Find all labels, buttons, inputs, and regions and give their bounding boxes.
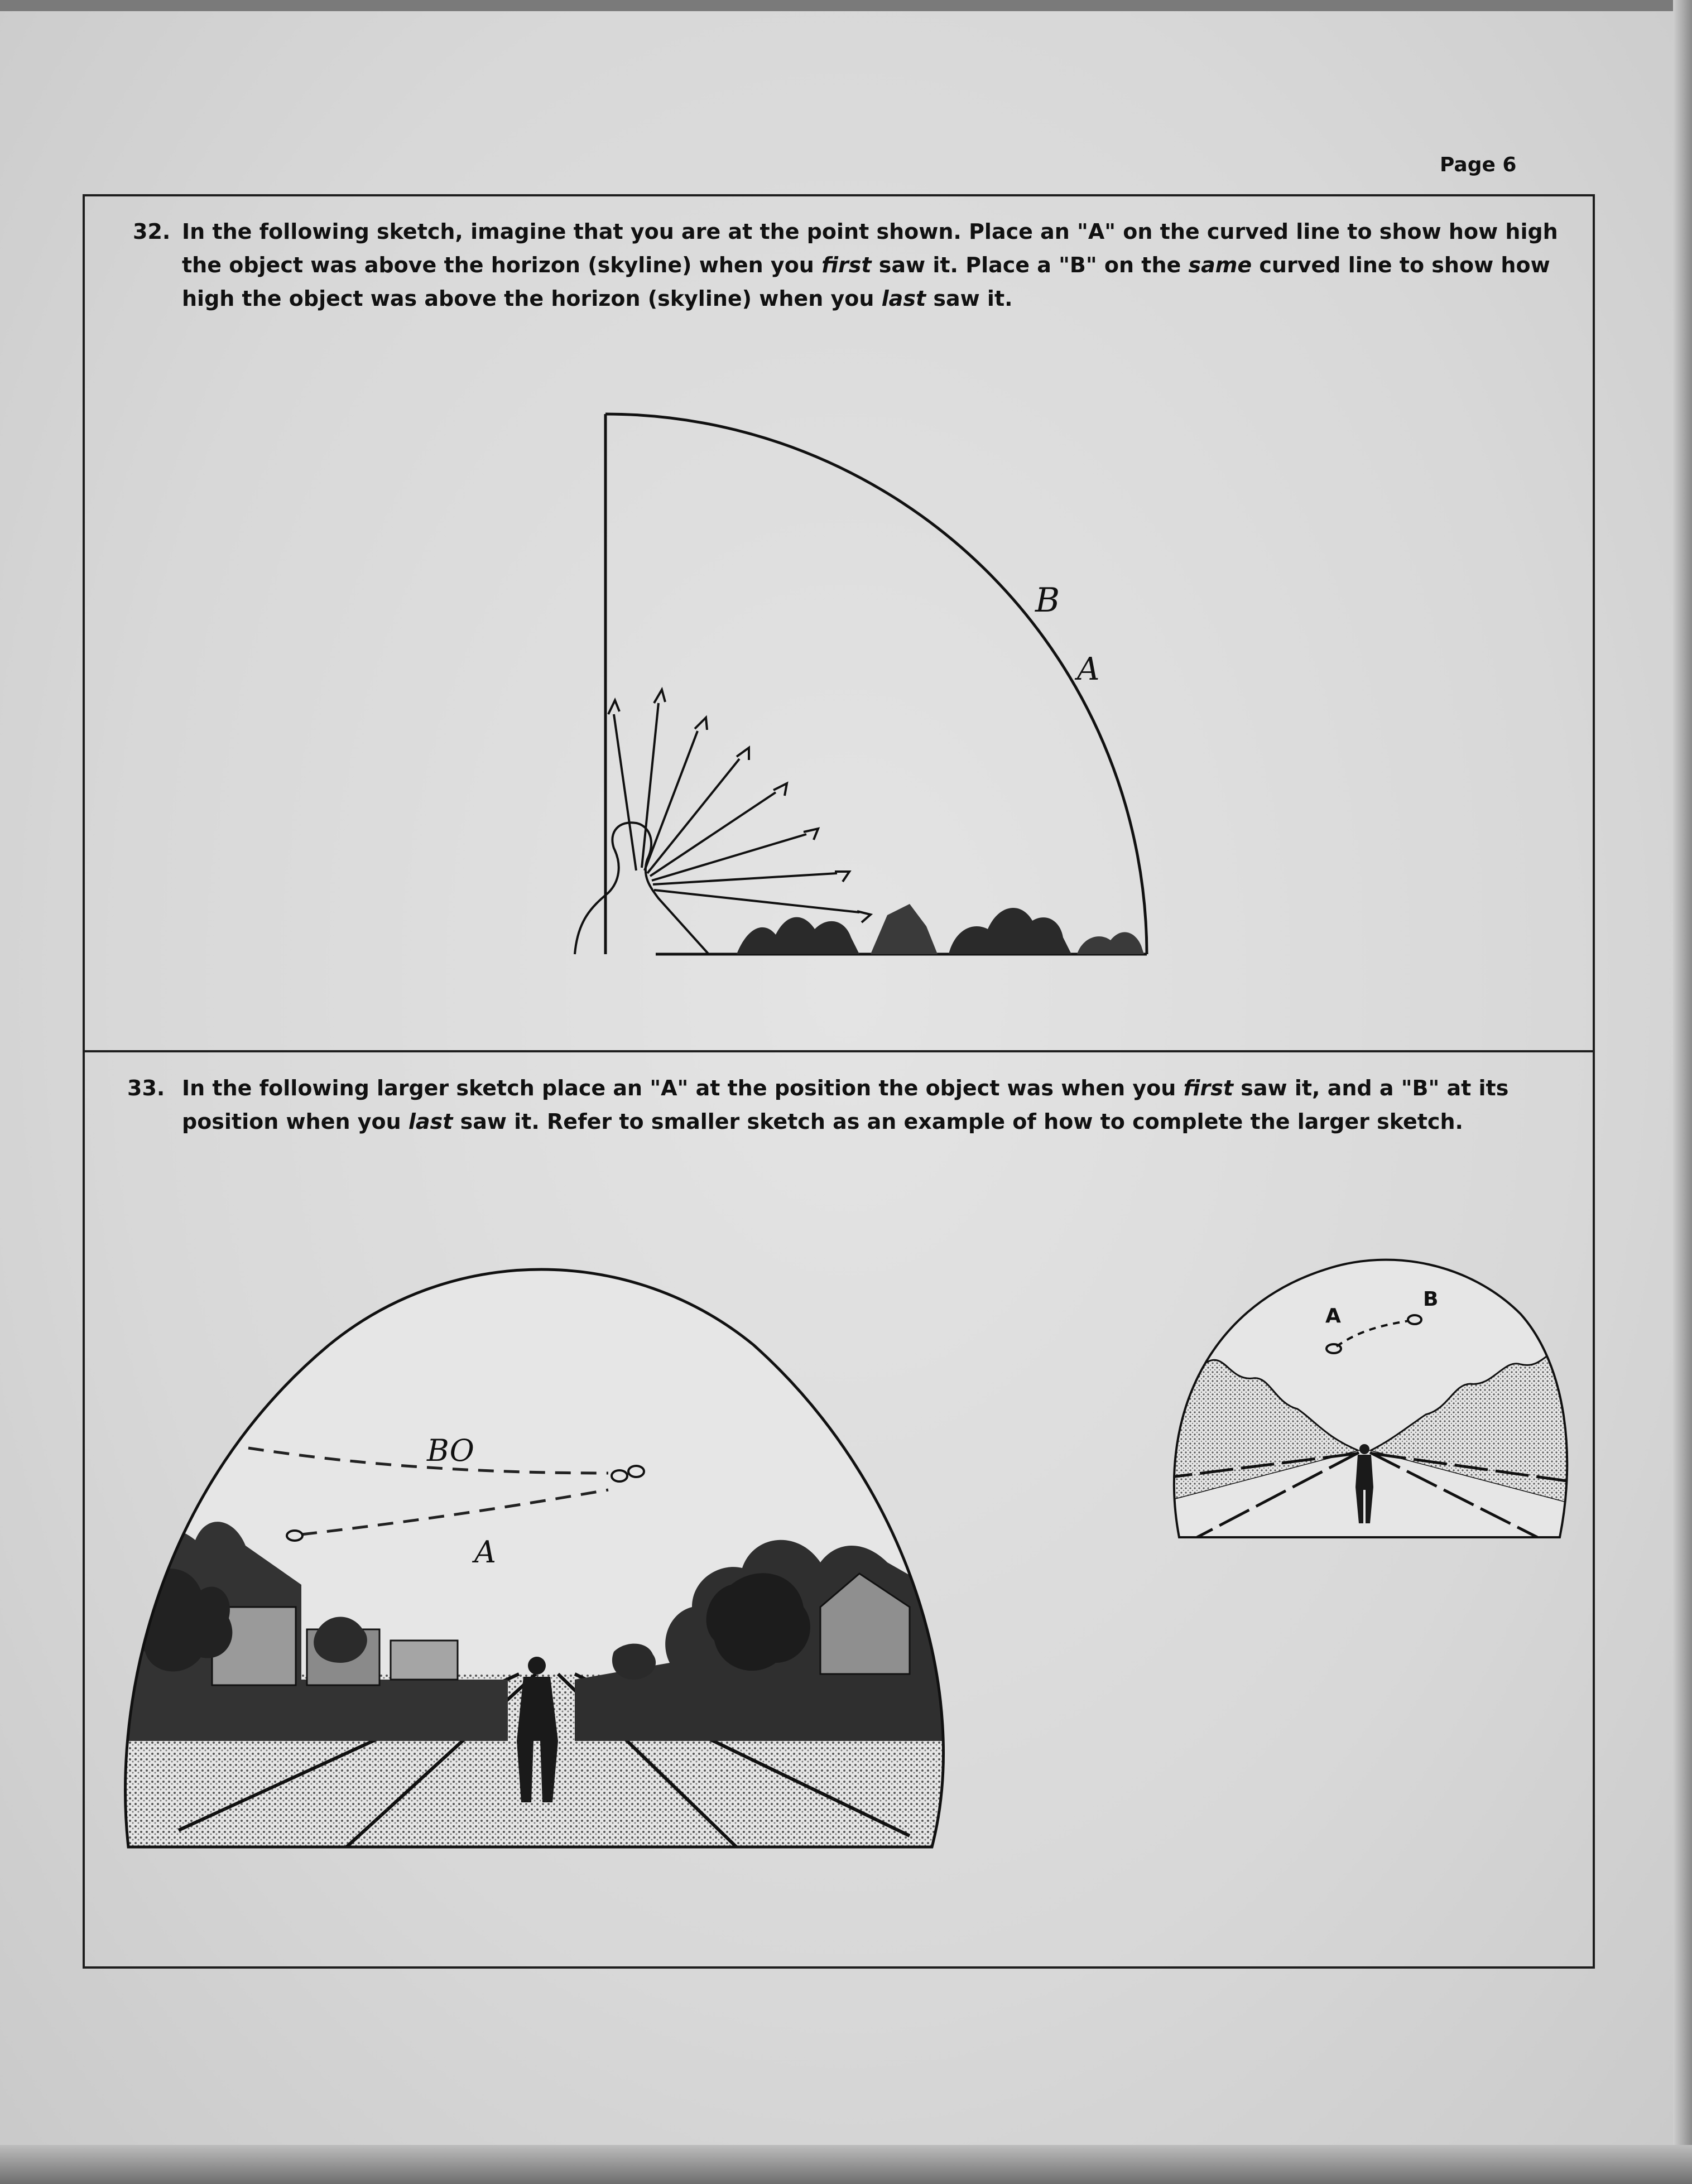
scan-edge-bottom bbox=[0, 2145, 1692, 2184]
example-label-a: A bbox=[1325, 1305, 1341, 1327]
example-label-b: B bbox=[1423, 1288, 1439, 1311]
large-street-dome-sketch bbox=[117, 1250, 965, 1853]
page-number: Page 6 bbox=[1440, 153, 1517, 176]
q32-text-part-4: saw it. bbox=[926, 286, 1013, 311]
quarter-arc-sketch bbox=[525, 402, 1161, 999]
q33-text-part-1: In the following larger sketch place an "A" at the position the object was when you bbox=[182, 1076, 1184, 1100]
question-32-number: 32. bbox=[133, 219, 171, 244]
q33-text-part-2: saw it, and a "B" at its position when you bbox=[182, 1076, 1509, 1134]
large-sketch-label-b: BO bbox=[427, 1433, 474, 1468]
scan-edge-right bbox=[1673, 0, 1692, 2184]
q32-text-part-2: saw it. Place a "B" on the bbox=[871, 253, 1189, 277]
q32-emphasis-first: first bbox=[821, 253, 872, 277]
q33-emphasis-last: last bbox=[408, 1109, 453, 1134]
question-32 bbox=[133, 215, 1561, 321]
q32-answer-a: A bbox=[1077, 651, 1100, 687]
question-33-text bbox=[182, 1071, 1566, 1138]
q32-emphasis-same: same bbox=[1188, 253, 1252, 277]
q33-text-part-3: saw it. Refer to smaller sketch as an example of how to complete the larger sketch. bbox=[453, 1109, 1463, 1134]
q32-answer-b: B bbox=[1035, 581, 1060, 620]
question-divider bbox=[83, 1050, 1595, 1052]
large-sketch-label-a: A bbox=[474, 1534, 496, 1570]
scan-edge-top bbox=[0, 0, 1692, 11]
q32-text-part-1: In the following sketch, imagine that you are at the point shown. Place an "A" on the curved line to show how high the object was above the horizon (skyline) when you bbox=[182, 219, 1558, 277]
skyline-trees-icon bbox=[737, 904, 1144, 954]
question-33 bbox=[127, 1071, 1573, 1144]
q33-emphasis-first: first bbox=[1183, 1076, 1234, 1100]
question-32-text bbox=[182, 215, 1560, 315]
small-example-sketch bbox=[1158, 1242, 1571, 1546]
q32-text-part-3: curved line to show how high the object was above the horizon (skyline) when you bbox=[182, 253, 1550, 311]
pointing-person-icon bbox=[575, 690, 871, 954]
q32-emphasis-last: last bbox=[881, 286, 926, 311]
question-33-number: 33. bbox=[127, 1076, 165, 1100]
